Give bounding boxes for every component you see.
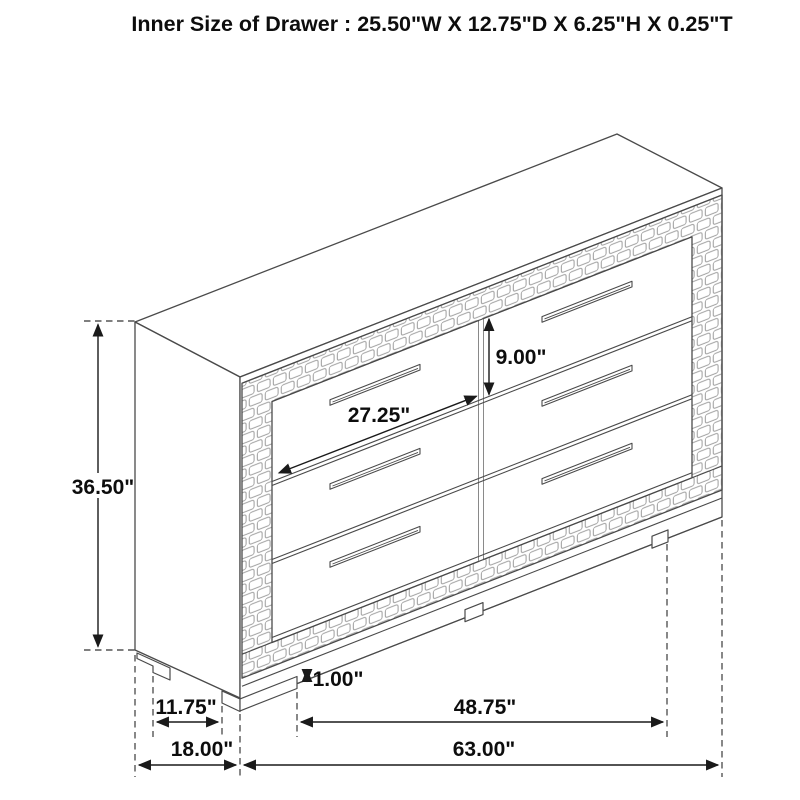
dim-label-toe-kick: 1.00"	[312, 668, 364, 691]
drawer-bank-divider	[479, 319, 483, 562]
dim-leg-inset	[155, 696, 218, 722]
dim-leg-span	[301, 696, 663, 722]
dresser-side-panel	[135, 322, 240, 698]
dim-label-drawer-height: 9.00"	[495, 346, 547, 369]
dim-overall-height	[71, 325, 134, 647]
dim-label-overall-depth: 18.00"	[170, 738, 234, 761]
page-title: Inner Size of Drawer : 25.50"W X 12.75"D X 6.25"H X 0.25"T	[131, 12, 733, 36]
dim-label-overall-width: 63.00"	[452, 738, 516, 761]
dresser-drawing	[135, 134, 722, 712]
dim-overall-width	[244, 738, 718, 765]
dim-label-overall-height: 36.50"	[71, 476, 135, 499]
dim-overall-depth	[139, 738, 236, 765]
dim-toe-kick	[307, 668, 363, 691]
dim-label-leg-inset: 11.75"	[155, 696, 217, 719]
dim-label-drawer-width: 27.25"	[347, 404, 411, 427]
dim-label-leg-span: 48.75"	[453, 696, 517, 719]
